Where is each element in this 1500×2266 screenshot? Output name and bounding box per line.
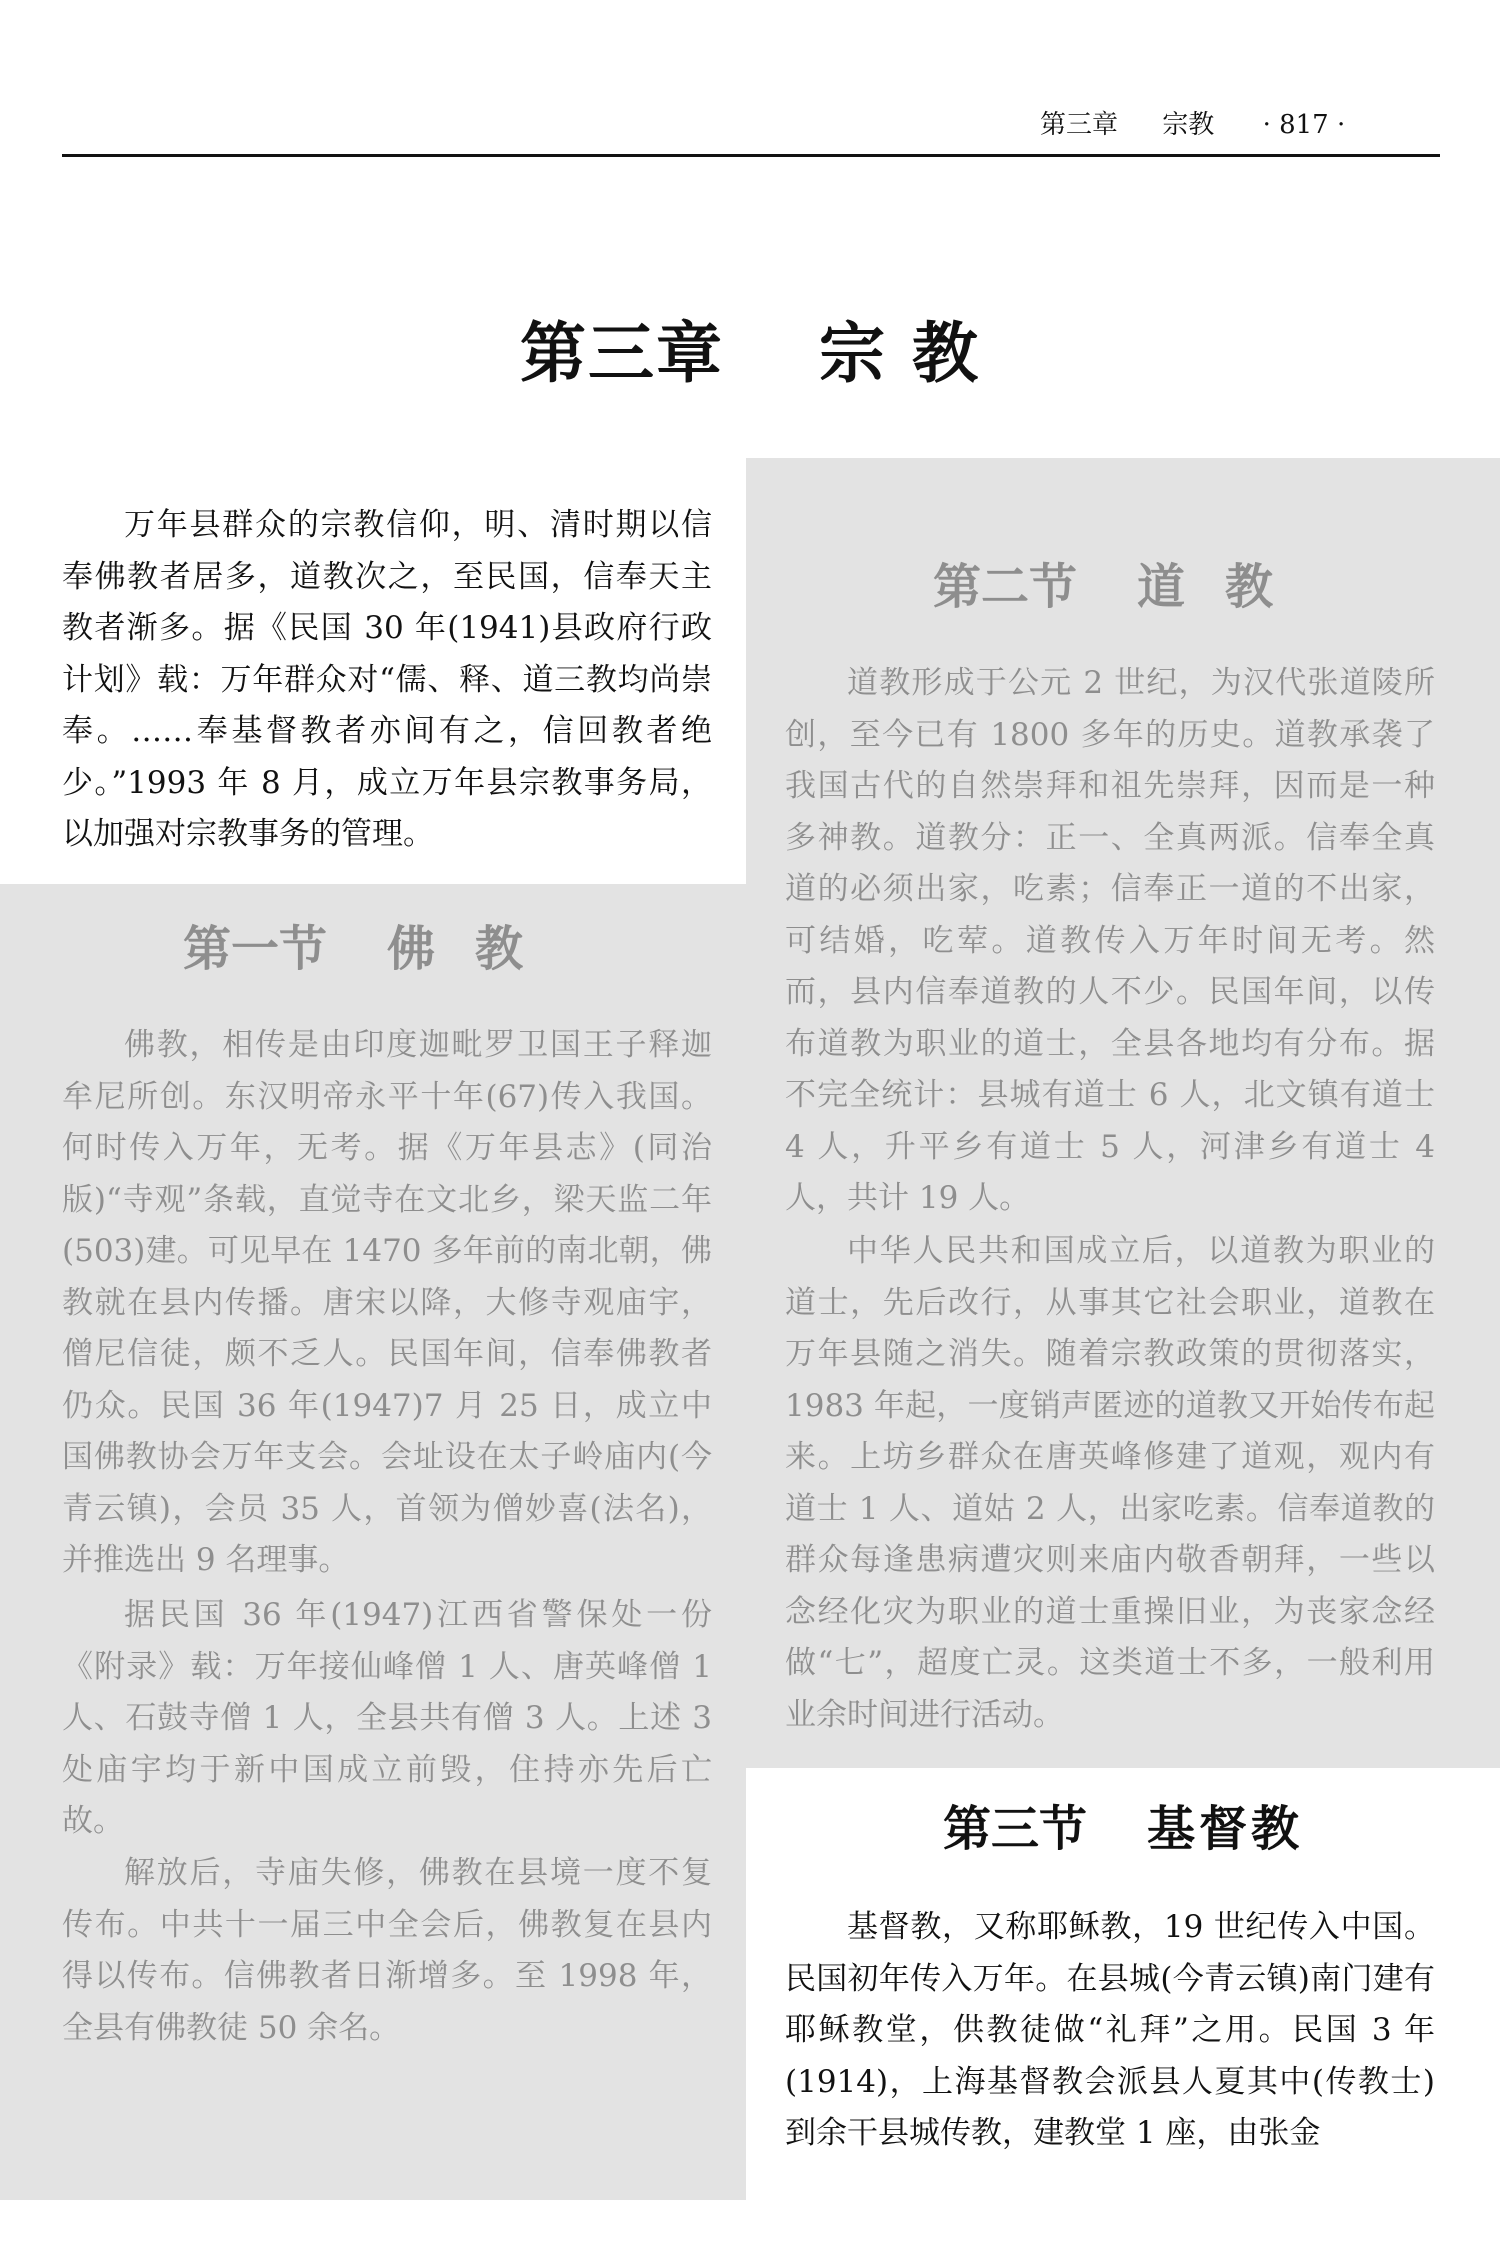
section2-number: 第二节 <box>932 559 1077 615</box>
section2-heading <box>746 548 1500 617</box>
section1-name: 佛教 <box>387 921 564 977</box>
section1-heading <box>0 910 746 979</box>
section2-paragraph-2: 中华人民共和国成立后，以道教为职业的道士，先后改行，从事其它社会职业，道教在万年县随之消失。随着宗教政策的贯彻落实，1983 年起，一度销声匿迹的道教又开始传布起来。上坊乡群众在唐英峰修建了道观，观内有道士 1 人、道姑 2 人，出家吃素。信奉道教的群众每逢患病遭灾则来庙内敬香朝拜，一些以念经化灾为职业的道士重操旧业，为丧家念经做“七”，超度亡灵。这类道士不多，一般利用业余时间进行活动。 <box>785 1233 1435 1733</box>
section2-name: 道教 <box>1137 559 1314 615</box>
section3-paragraph-1: 基督教，又称耶稣教，19 世纪传入中国。民国初年传入万年。在县城(今青云镇)南门建有耶稣教堂，供教徒做“礼拜”之用。民国 3 年(1914)，上海基督教会派县人夏其中(传教士)到余干县城传教，建教堂 1 座，由张金 <box>785 1909 1435 2151</box>
section3-name: 基督教 <box>1147 1801 1304 1857</box>
running-head-subject: 宗教 <box>1162 110 1215 140</box>
section1-paragraph-3: 解放后，寺庙失修，佛教在县境一度不复传布。中共十一届三中全会后，佛教复在县内得以传布。信佛教者日渐增多。至 1998 年，全县有佛教徒 50 余名。 <box>62 1855 712 2046</box>
chapter-title <box>0 300 1500 395</box>
section3-number: 第三节 <box>942 1801 1087 1857</box>
section1-paragraph-2: 据民国 36 年(1947)江西省警保处一份《附录》载：万年接仙峰僧 1 人、唐英峰僧 1 人、石鼓寺僧 1 人，全县共有僧 3 人。上述 3 处庙宇均于新中国成立前毁，住持亦先后亡故。 <box>62 1597 712 1839</box>
chapter-number: 第三章 <box>520 314 725 392</box>
section3-heading <box>746 1790 1500 1859</box>
running-head <box>1040 104 1460 141</box>
page-number: · 817 · <box>1262 110 1346 140</box>
chapter-name: 宗 教 <box>819 314 980 392</box>
section1-number: 第一节 <box>182 921 327 977</box>
section1-paragraph-1: 佛教，相传是由印度迦毗罗卫国王子释迦牟尼所创。东汉明帝永平十年(67)传入我国。何时传入万年，无考。据《万年县志》(同治版)“寺观”条载，直觉寺在文北乡，梁天监二年(503)建。可见早在 1470 多年前的南北朝，佛教就在县内传播。唐宋以降，大修寺观庙宇，僧尼信徒，颇不乏人。民国年间，信奉佛教者仍众。民国 36 年(1947)7 月 25 日，成立中国佛教协会万年支会。会址设在太子岭庙内(今青云镇)，会员 35 人，首领为僧妙喜(法名)，并推选出 9 名理事。 <box>62 1027 712 1578</box>
section2-paragraph-1: 道教形成于公元 2 世纪，为汉代张道陵所创，至今已有 1800 多年的历史。道教承袭了我国古代的自然崇拜和祖先崇拜，因而是一种多神教。道教分：正一、全真两派。信奉全真道的必须出家，吃素；信奉正一道的不出家，可结婚，吃荤。道教传入万年时间无考。然而，县内信奉道教的人不少。民国年间，以传布道教为职业的道士，全县各地均有分布。据不完全统计：县城有道士 6 人，北文镇有道士 4 人，升平乡有道士 5 人，河津乡有道士 4 人，共计 19 人。 <box>785 665 1435 1216</box>
intro-paragraph: 万年县群众的宗教信仰，明、清时期以信奉佛教者居多，道教次之，至民国，信奉天主教者渐多。据《民国 30 年(1941)县政府行政计划》载：万年群众对“儒、释、道三教均尚崇奉。……奉基督教者亦间有之，信回教者绝少。”1993 年 8 月，成立万年县宗教事务局，以加强对宗教事务的管理。 <box>62 507 712 852</box>
header-rule <box>62 154 1440 157</box>
running-head-chapter: 第三章 <box>1040 110 1119 140</box>
